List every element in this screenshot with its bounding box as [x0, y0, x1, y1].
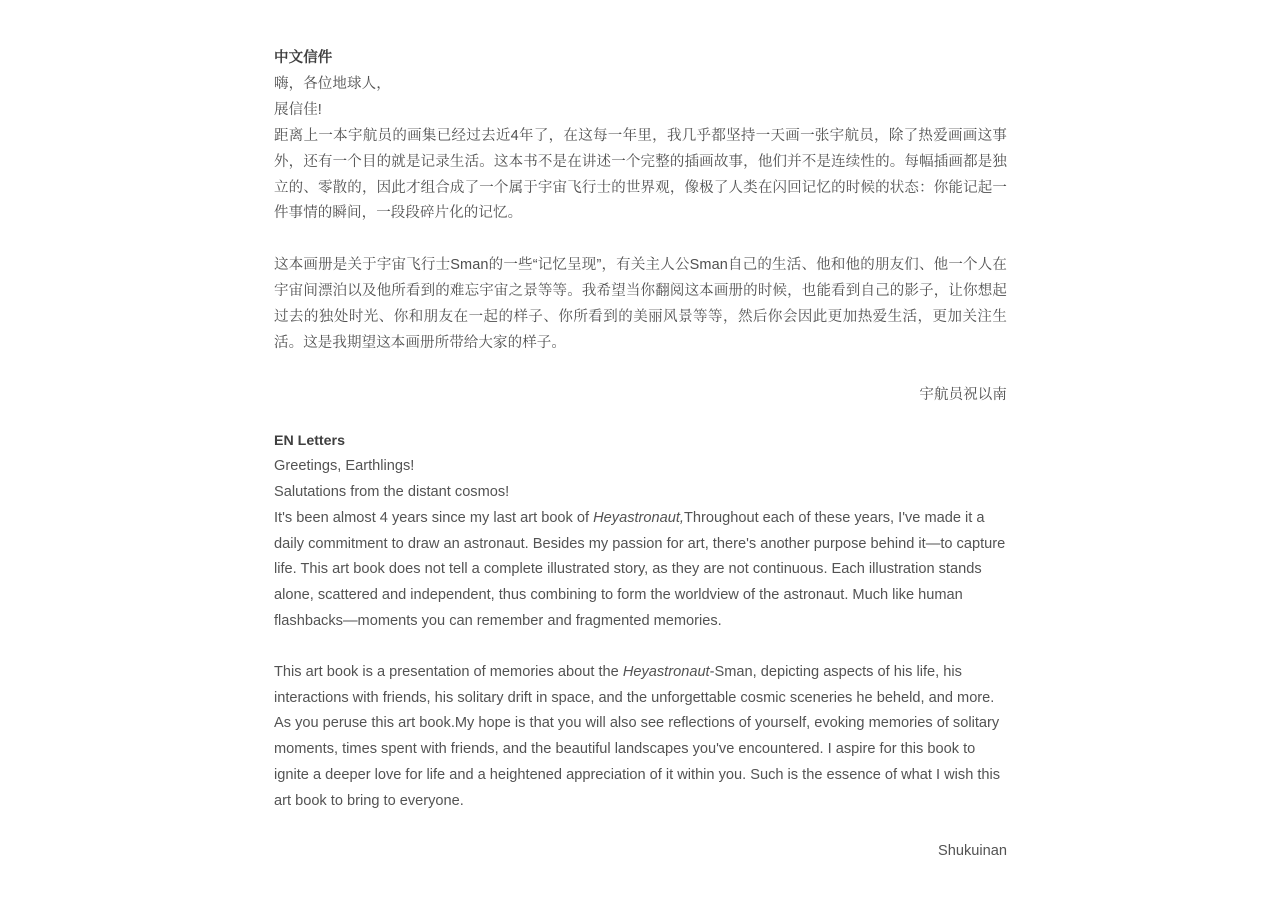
letter-content-column	[274, 46, 1007, 865]
chinese-signature: 宇航员祝以南	[919, 386, 1007, 403]
chinese-section-heading: 中文信件	[274, 50, 333, 66]
english-paragraph-2-book-title: Heyastronaut	[622, 664, 710, 681]
chinese-paragraph-1: 距离上一本宇航员的画集已经过去近4年了，在这每一年里，我几乎都坚持一天画一张宇航员，除了热爱画画这事外，还有一个目的就是记录生活。这本书不是在讲述一个完整的插画故事，他们并不是连续性的。每幅插画都是独立的、零散的，因此才组合成了一个属于宇宙飞行士的世界观，像极了人类在闪回记忆的时候的状态：你能记起一件事情的瞬间，一段段碎片化的记忆。	[274, 127, 1007, 222]
english-greeting-line-1: Greetings, Earthlings!	[274, 458, 415, 475]
english-paragraph-1	[274, 506, 1007, 635]
english-paragraph-spacer	[274, 634, 1007, 660]
english-paragraph-1-lead: It's been almost 4 years since my last art book of	[274, 509, 594, 526]
chinese-greeting-line-2: 展信佳!	[274, 101, 322, 118]
english-signature: Shukuinan	[938, 843, 1007, 860]
chinese-greeting-line-1: 嗨，各位地球人，	[274, 75, 391, 92]
english-paragraph-2-body: -Sman, depicting aspects of his life, his interactions with friends, his solitary drift in space, and the unforgettable cosmic sceneries he beheld, and more. As you peruse this art book.My hope is that you will also see reflections of yourself, evoking memories of solitary moments, times spent with friends, and the beautiful landscapes you've encountered. I aspire for this book to ignite a deeper love for life and a heightened appreciation of it within you. Such is the essence of what I wish this art book to bring to everyone.	[274, 664, 1001, 809]
english-signature-spacer	[274, 814, 1007, 839]
english-paragraph-1-body: Throughout each of these years, I've made it a daily commitment to draw an astronaut. Besides my passion for art, there's another purpose behind it—to capture life. This art book does not tell a complete illustrated story, as they are not continuous. Each illustration stands alone, scattered and independent, thus combining to form the worldview of the astronaut. Much like human flashbacks—moments you can remember and fragmented memories.	[274, 509, 1006, 629]
english-paragraph-2-lead: This art book is a presentation of memories about the	[274, 664, 623, 681]
chinese-signature-spacer	[274, 357, 1007, 383]
section-divider-gap	[274, 409, 1007, 429]
english-paragraph-2	[274, 660, 1007, 814]
chinese-letter-section	[274, 46, 1007, 409]
english-section-heading: EN Letters	[274, 432, 345, 449]
english-paragraph-1-book-title: Heyastronaut,	[593, 509, 684, 526]
english-letter-section	[274, 429, 1007, 865]
chinese-paragraph-2: 这本画册是关于宇宙飞行士Sman的一些“记忆呈现”，有关主人公Sman自己的生活、他和他的朋友们、他一个人在宇宙间漂泊以及他所看到的难忘宇宙之景等等。我希望当你翻阅这本画册的时候，也能看到自己的影子，让你想起过去的独处时光、你和朋友在一起的样子、你所看到的美丽风景等等，然后你会因此更加热爱生活，更加关注生活。这是我期望这本画册所带给大家的样子。	[274, 257, 1007, 351]
chinese-paragraph-spacer	[274, 227, 1007, 253]
english-greeting-line-2: Salutations from the distant cosmos!	[274, 484, 510, 501]
